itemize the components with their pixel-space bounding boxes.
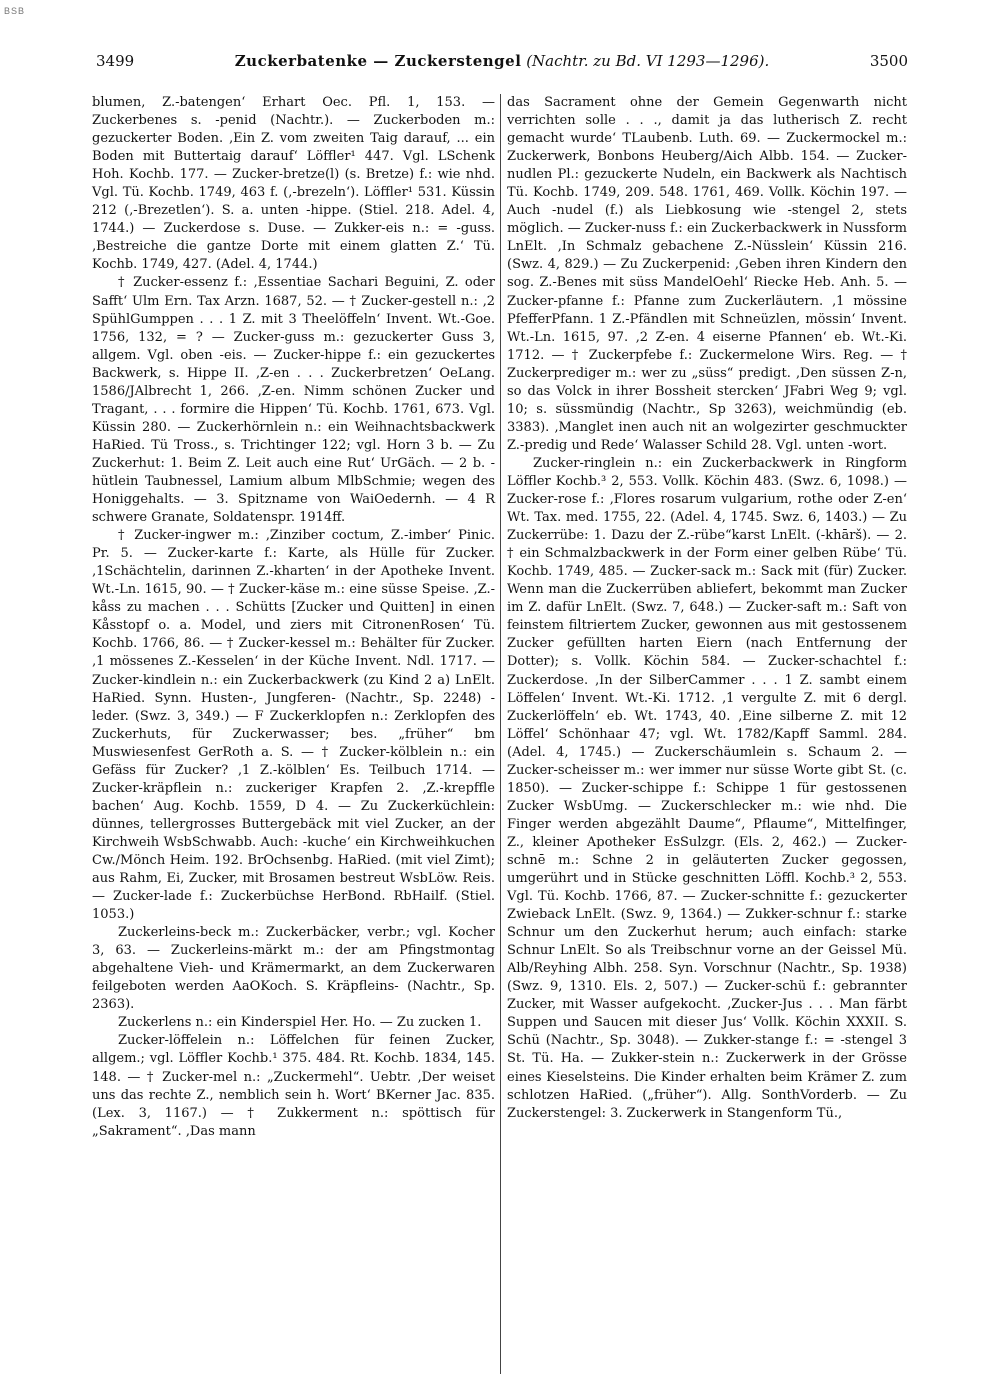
running-head bbox=[96, 52, 908, 70]
entry-paragraph: das Sacrament ohne der Gemein Gegenwarth nicht verrichten solle . . ., damit ja das lutherisch Z. recht gemacht wurde‘ TLaubenb. Luth. 69. — Zuckermockel m.: Zuckerwerk, Bonbons Heuberg/Aich Albb. 154. — Zucker-nudlen Pl.: gezuckerte Nudeln, ein Backwerk als Nachtisch Tü. Kochb. 1749, 209. 548. 1761, 469. Vollk. Köchin 197. — Auch -nudel (f.) als Liebkosung wie -stengel 2, stets möglich. — Zucker-nuss f.: ein Zuckerbackwerk in Nussform LnElt. ‚In Schmalz gebachene Z.-Nüsslein‘ Küssin 216. (Swz. 4, 829.) — Zu Zuckerpenid: ‚Geben ihren Kindern den sog. Z.-Benes mit süss MandelOehl‘ Riecke Heb. Anh. 5. — Zucker-pfanne f.: Pfanne zum Zuckerläutern. ‚1 mössine PfefferPfann. 1 Z.-Pfändlen mit Schneüzlen, mössin‘ Invent. Wt.-Ln. 1615, 97. ‚2 Z-en. 4 eiserne Pfannen‘ eb. Wt.-Ki. 1712. — † Zuckerpfebe f.: Zuckermelone Wirs. Reg. — † Zuckerprediger m.: wer zu „süss“ predigt. ‚Den süssen Z-n, so das Volck in ihrer Bossheit stercken‘ JFabri Weg 9; vgl. 10; s. süssmündig (Nachtr., Sp 3263), weichmündig (eb. 3383). ‚Manglet inen auch nit an wolgezirter geschmuckter Z.-predig und Rede‘ Walasser Schild 28. Vgl. unten -wort. bbox=[507, 95, 907, 453]
entry-paragraph: † Zucker-essenz f.: ‚Essentiae Sachari Beguini, Z. oder Safft‘ Ulm Ern. Tax Arzn. 1687, 52. — † Zucker-gestell n.: ‚2 SpühlGumppen . . . 1 Z. mit 3 Theelöffeln‘ Invent. Wt.-Goe. 1756, 132, = ? — Zucker-guss m.: gezuckerter Guss 3, allgem. Vgl. oben -eis. — Zucker-hippe f.: ein gezuckertes Backwerk, s. Hippe II. ‚Z-en . . . Zuckerbretzen‘ OeLang. 1586/JAlbrecht 1, 266. ‚Z-en. Nimm schönen Zucker und Tragant, . . . formire die Hippen‘ Tü. Kochb. 1761, 673. Vgl. Küssin 280. — Zuckerhörnlein n.: ein Weihnachtsbackwerk HaRied. Tü Tross., s. Trichtinger 122; vgl. Horn 3 b. — Zu Zuckerhut: 1. Beim Z. Leit auch eine Rut‘ UrGäch. — 2 b. -hütlein Taubnessel, Lamium album MlbSchmie; wegen des Honiggehalts. — 3. Spitzname von WaiOedernh. — 4 R schwere Granate, Soldatenspr. 1914ff. bbox=[92, 275, 495, 526]
library-stamp: BSB bbox=[4, 6, 26, 16]
left-column bbox=[92, 94, 495, 1141]
entry-paragraph: Zuckerleins-beck m.: Zuckerbäcker, verbr.; vgl. Kocher 3, 63. — Zuckerleins-märkt m.: der am Pfingstmontag abgehaltene Vieh- und Krämermarkt, an dem Zuckerwaren feilgeboten werden AaOKoch. S. Kräpfleins- (Nachtr., Sp. 2363). bbox=[92, 925, 495, 1013]
entry-paragraph: Zucker-löffelein n.: Löffelchen für feinen Zucker, allgem.; vgl. Löffler Kochb.¹ 375. 484. Rt. Kochb. 1834, 145. 148. — † Zucker-mel n.: „Zuckermehl“. Uebtr. ‚Der weiset uns das rechte Z., nemblich sein h. Wort‘ BKerner Jac. 835. (Lex. 3, 1167.) — † Zukkerment n.: spöttisch für „Sakrament“. ‚Das mann bbox=[92, 1033, 495, 1139]
entry-paragraph: Zuckerlens n.: ein Kinderspiel Her. Ho. — Zu zucken 1. bbox=[118, 1015, 482, 1031]
right-column bbox=[507, 94, 907, 1123]
column-divider bbox=[500, 94, 501, 1374]
running-head-title: Zuckerbatenke — Zuckerstengel bbox=[234, 52, 522, 70]
entry-paragraph: blumen, Z.-batengen‘ Erhart Oec. Pfl. 1, 153. — Zuckerbenes s. -penid (Nachtr.). — Zuckerboden m.: gezuckerter Boden. ‚Ein Z. vom zweiten Taig darauf, ... ein Boden mit Buttertaig darauf‘ Löffler¹ 447. Vgl. LSchenk Hoh. Kochb. 177. — Zucker-bretze(l) (s. Bretze) f.: wie nhd. Vgl. Tü. Kochb. 1749, 463 f. (‚-brezeln‘). Löffler¹ 531. Küssin 212 (‚-Brezetlen‘). S. a. unten -hippe. (Stiel. 218. Adel. 4, 1744.) — Zuckerdose s. Duse. — Zukker-eis n.: = -guss. ‚Bestreiche die gantze Dorte mit einem glatten Z.‘ Tü. Kochb. 1749, 427. (Adel. 4, 1744.) bbox=[92, 95, 495, 273]
page-number-right: 3500 bbox=[869, 52, 908, 70]
entry-paragraph: † Zucker-ingwer m.: ‚Zinziber coctum, Z.-imber‘ Pinic. Pr. 5. — Zucker-karte f.: Karte, als Hülle für Zucker. ‚1Schächtelin, darinnen Z.-kharten‘ in der Apotheke Invent. Wt.-Ln. 1615, 90. — † Zucker-käse m.: eine süsse Speise. ‚Z.-kåss zu machen . . . Schütts [Zucker und Quitten] in einen Kåsstopf o. a. Model, und ziers mit CitronenRosen‘ Tü. Kochb. 1766, 86. — † Zucker-kessel m.: Behälter für Zucker. ‚1 mössenes Z.-Kesselen‘ in der Küche Invent. Ndl. 1717. — Zucker-kindlein n.: ein Zuckerbackwerk (zu Kind 2 a) LnElt. HaRied. Synn. Husten-, Jungferen- (Nachtr., Sp. 2248) -leder. (Swz. 3, 349.) — F Zuckerklopfen n.: Zerklopfen des Zuckerhuts, für Zuckerwasser; bes. „früher“ bm Muswiesenfest GerRoth a. S. — † Zucker-kölblein n.: ein Gefäss für Zucker? ‚1 Z.-kölblen‘ Es. Teilbuch 1714. — Zucker-kräpflein n.: zuckeriger Krapfen 2. ‚Z.-krepffle bachen‘ Aug. Kochb. 1559, D 4. — Zu Zuckerküchlein: dünnes, tellergrosses Buttergebäck mit viel Zucker, an der Kirchweih WsbSchwabb. Auch: -kuche‘ ein Kirchweihkuchen Cw./Mönch Heim. 192. BrOchsenbg. HaRied. (mit viel Zimt); aus Rahm, Ei, Zucker, mit Brosamen bestreut WsbLöw. Reis. — Zucker-lade f.: Zuckerbüchse HerBond. RbHailf. (Stiel. 1053.) bbox=[92, 528, 495, 923]
entry-paragraph: Zucker-ringlein n.: ein Zuckerbackwerk in Ringform Löffler Kochb.³ 2, 553. Vollk. Köchin 483. (Swz. 6, 1098.) — Zucker-rose f.: ‚Flores rosarum vulgarium, rothe oder Z-en‘ Wt. Tax. med. 1755, 22. (Adel. 4, 1745. Swz. 6, 1403.) — Zu Zuckerrübe: 1. Dazu der Z.-rübe“karst LnElt. (-khārš). — 2. † ein Schmalzbackwerk in der Form einer gelben Rübe‘ Tü. Kochb. 1749, 485. — Zucker-sack m.: Sack mit (für) Zucker. Wenn man die Zuckerrüben abliefert, bekommt man Zucker im Z. dafür LnElt. (Swz. 7, 648.) — Zucker-saft m.: Saft von feinstem filtriertem Zucker, gewonnen aus mit gestossenem Zucker gefüllten harten Eiern (nach Entfernung der Dotter); s. Vollk. Köchin 584. — Zucker-schachtel f.: Zuckerdose. ‚In der SilberCammer . . . 1 Z. sambt einem Löffelen‘ Invent. Wt.-Ki. 1712. ‚1 vergulte Z. mit 6 dergl. Zuckerlöffeln‘ eb. Wt. 1743, 40. ‚Eine silberne Z. mit 12 Löffel‘ Schönhaar 47; vgl. Wt. 1782/Kapff Samml. 284. (Adel. 4, 1745.) — Zuckerschäumlein s. Schaum 2. — Zucker-scheisser m.: wer immer nur süsse Worte gibt St. (c. 1850). — Zucker-schippe f.: Schippe 1 für gestossenen Zucker WsbUmg. — Zuckerschlecker m.: wie nhd. Die Finger werden abgezählt Daume“, Pflaume“, Mittelfinger, Z., kleiner Apotheker EsSulzgr. (Els. 2, 462.) — Zucker-schnē m.: Schne 2 in geläuterten Zucker gegossen, umgerührt und in Stücke geschnitten Löffl. Kochb.³ 2, 553. Vgl. Tü. Kochb. 1766, 87. — Zucker-schnitte f.: gezuckerter Zwieback LnElt. (Swz. 9, 1364.) — Zukker-schnur f.: starke Schnur um den Zuckerhut herum; auch einfach: starke Schnur LnElt. So als Treibschnur vorne an der Geissel Mü. Alb/Reyhing Albh. 258. Syn. Vorschnur (Nachtr., Sp. 1938) (Swz. 9, 1310. Els. 2, 507.) — Zucker-schü f.: gebrannter Zucker, mit Wasser aufgekocht. ‚Zucker-Jus . . . Man färbt Suppen und Saucen mit dieser Jus‘ Vollk. Köchin XXXII. S. Schü (Nachtr., Sp. 3048). — Zukker-stange f.: = -stengel 3 St. Tü. Ha. — Zukker-stein n.: Zuckerwerk in der Grösse eines Kieselsteins. Die Kinder erhalten beim Krämer Z. zum schlotzen HaRied. („früher“). Allg. SonthVorderb. — Zu Zuckerstengel: 3. Zuckerwerk in Stangenform Tü., bbox=[507, 455, 907, 1121]
page-number-left: 3499 bbox=[96, 52, 135, 70]
running-head-reference: (Nachtr. zu Bd. VI 1293—1296). bbox=[526, 52, 770, 70]
page-header bbox=[96, 52, 908, 76]
